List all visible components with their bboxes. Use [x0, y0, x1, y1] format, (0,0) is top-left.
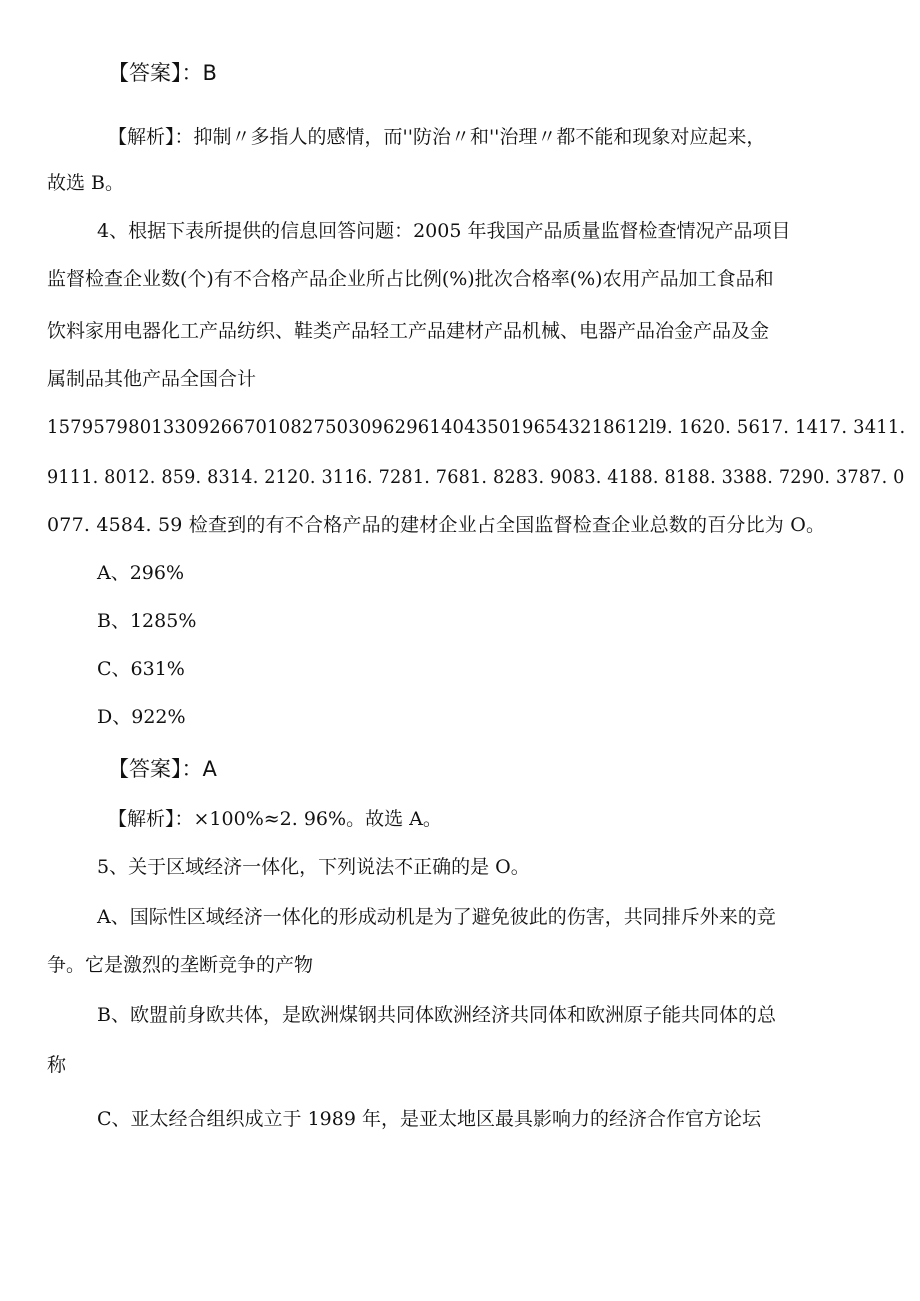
q5-option-a-line1: A、国际性区域经济一体化的形成动机是为了避免彼此的伤害，共同排斥外来的竞 [97, 906, 776, 928]
q5-option-b-line1: B、欧盟前身欧共体，是欧洲煤钢共同体欧洲经济共同体和欧洲原子能共同体的总 [97, 1004, 776, 1026]
q3-answer [108, 60, 217, 86]
q5-option-c: C、亚太经合组织成立于 1989 年，是亚太地区最具影响力的经济合作官方论坛 [97, 1108, 761, 1130]
q4-option-a: A、296% [97, 562, 185, 584]
q4-option-c: C、631% [97, 658, 185, 680]
q5-option-b-line2: 称 [47, 1054, 67, 1076]
analysis-label: 【解析】 [108, 808, 175, 830]
answer-value: ：A [181, 757, 217, 781]
q3-analysis [108, 124, 765, 150]
q4-stem-line5: 1579579801330926670108275030962961404350196543218612l9. 1620. 5617. 1417. 3411. [47, 416, 906, 438]
q4-option-b: B、1285% [97, 610, 197, 632]
q4-stem-line1: 4、根据下表所提供的信息回答问题：2005 年我国产品质量监督检查情况产品项目 [97, 220, 791, 242]
q4-stem-line3: 饮料家用电器化工产品纺织、鞋类产品轻工产品建材产品机械、电器产品冶金产品及金 [47, 320, 770, 342]
q4-analysis [108, 806, 442, 832]
q5-option-a-line2: 争。它是激烈的垄断竞争的产物 [47, 954, 314, 976]
q4-answer [108, 756, 217, 782]
analysis-text: ：抑制〃多指人的感情，而''防治〃和''治理〃都不能和现象对应起来， [174, 126, 766, 148]
answer-label: 【答案】 [108, 61, 182, 85]
analysis-label: 【解析】 [108, 126, 175, 148]
answer-label: 【答案】 [108, 757, 182, 781]
q4-stem-line6: 9111. 8012. 859. 8314. 2120. 3116. 7281. 7681. 8283. 9083. 4188. 8188. 3388. 7290. 3787. 0 [47, 466, 905, 488]
q4-stem-line7: 077. 4584. 59 检查到的有不合格产品的建材企业占全国监督检查企业总数的百分比为 O。 [47, 514, 826, 536]
answer-value: ：B [181, 61, 217, 85]
q5-stem: 5、关于区域经济一体化，下列说法不正确的是 O。 [97, 856, 530, 878]
q4-option-d: D、922% [97, 706, 186, 728]
q4-stem-line4: 属制品其他产品全国合计 [47, 368, 257, 390]
analysis-text: ：×100%≈2. 96%。故选 A。 [174, 808, 442, 830]
q4-stem-line2: 监督检查企业数(个)有不合格产品企业所占比例(%)批次合格率(%)农用产品加工食品和 [47, 268, 774, 290]
q3-analysis-line2: 故选 B。 [47, 172, 125, 194]
